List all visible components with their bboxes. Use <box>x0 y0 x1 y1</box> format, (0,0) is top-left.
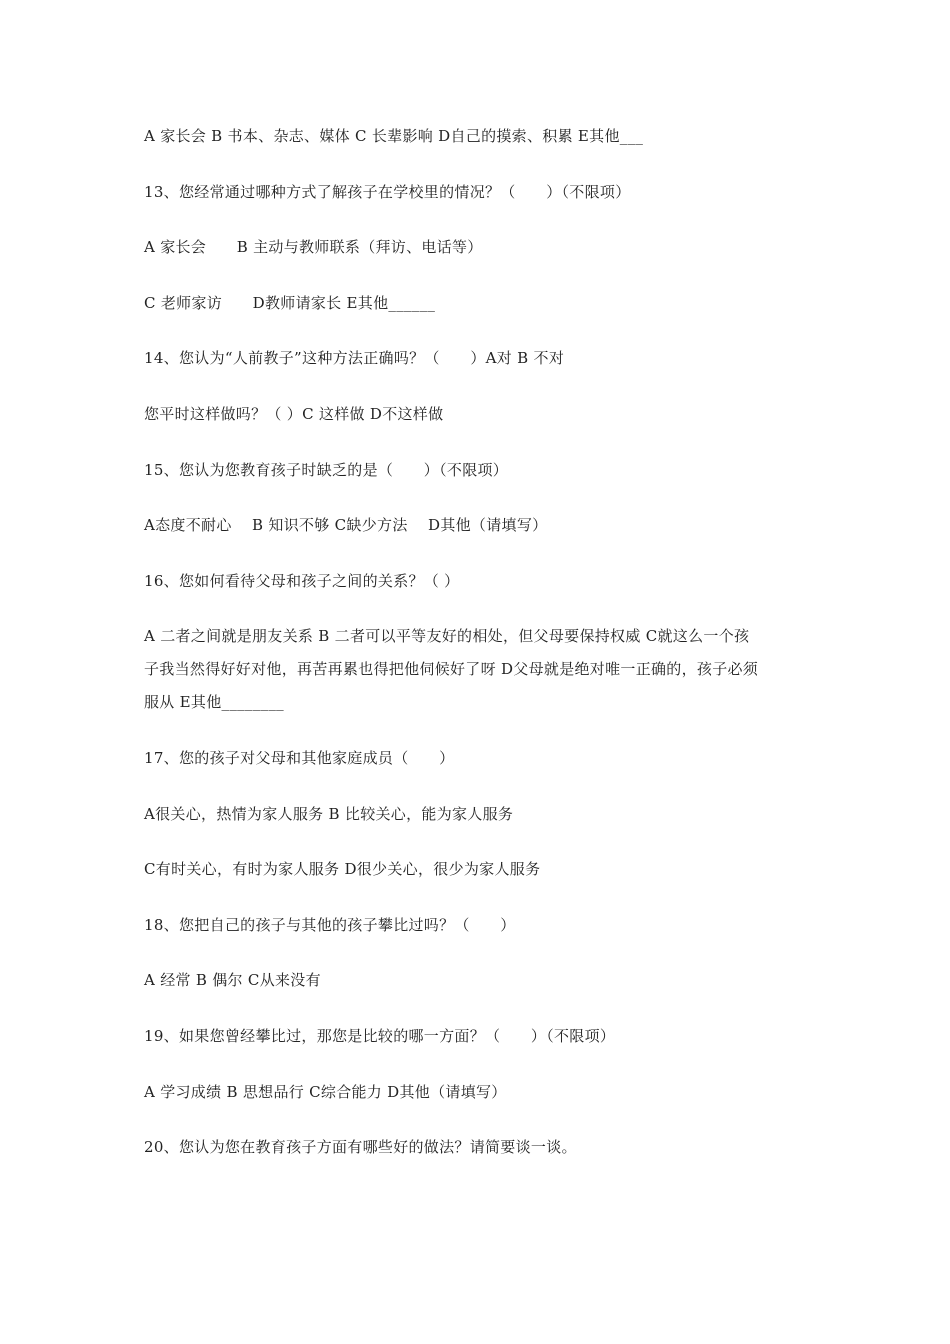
q20-question: 20、您认为您在教育孩子方面有哪些好的做法？请简要谈一谈。 <box>144 1138 577 1157</box>
q16-options-line2: 子我当然得好好对他，再苦再累也得把他伺候好了呀 D父母就是绝对唯一正确的，孩子必须 <box>144 660 759 679</box>
q17-question: 17、您的孩子对父母和其他家庭成员（ ） <box>144 748 455 767</box>
q17-options-line1: A很关心，热情为家人服务 B 比较关心，能为家人服务 <box>144 804 514 823</box>
q13-options-line1: A 家长会 B 主动与教师联系（拜访、电话等） <box>144 238 483 257</box>
questionnaire-body <box>144 122 824 1189</box>
q19-question: 19、如果您曾经攀比过，那您是比较的哪一方面？（ ）（不限项） <box>144 1026 616 1045</box>
q18-options: A 经常 B 偶尔 C从来没有 <box>144 971 321 990</box>
q16-options-line3: 服从 E其他________ <box>144 693 284 712</box>
q15-question: 15、您认为您教育孩子时缺乏的是（ ）（不限项） <box>144 460 509 479</box>
q14-followup: 您平时这样做吗？（ ）C 这样做 D不这样做 <box>144 404 444 423</box>
q19-options: A 学习成绩 B 思想品行 C综合能力 D其他（请填写） <box>144 1082 507 1101</box>
q12-options: A 家长会 B 书本、杂志、媒体 C 长辈影响 D自己的摸索、积累 E其他___ <box>144 127 644 145</box>
q13-question: 13、您经常通过哪种方式了解孩子在学校里的情况？（ ）（不限项） <box>144 182 631 201</box>
q16-question: 16、您如何看待父母和孩子之间的关系？（ ） <box>144 571 460 590</box>
q14-question: 14、您认为“人前教子”这种方法正确吗？（ ）A对 B 不对 <box>144 349 565 368</box>
q18-question: 18、您把自己的孩子与其他的孩子攀比过吗？（ ） <box>144 915 516 934</box>
q15-options: A态度不耐心 B 知识不够 C缺少方法 D其他（请填写） <box>144 516 548 535</box>
q16-options-line1: A 二者之间就是朋友关系 B 二者可以平等友好的相处，但父母要保持权威 C就这么一个孩 <box>144 627 750 646</box>
q13-options-line2: C 老师家访 D教师请家长 E其他______ <box>144 293 436 312</box>
q17-options-line2: C有时关心，有时为家人服务 D很少关心，很少为家人服务 <box>144 860 541 879</box>
